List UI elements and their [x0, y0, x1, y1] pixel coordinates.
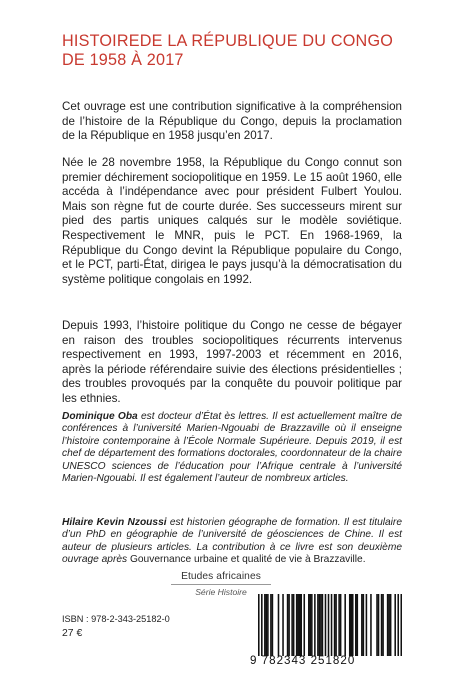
barcode-bar	[296, 594, 298, 656]
barcode-bar	[319, 594, 321, 656]
series-name: Etudes africaines	[171, 571, 271, 585]
barcode-bar	[278, 594, 280, 656]
barcode-bar	[352, 594, 354, 656]
barcode-bar	[357, 594, 359, 656]
barcode-bar	[340, 594, 342, 656]
barcode-bar	[266, 594, 268, 656]
author-bio-1-text: est docteur d’État ès lettres. Il est actuellement maître de conférences à l’université Marien-Ngouabi de Brazzaville où il enseigne l’histoire contemporaine à l’École Normale Supérieure. Depuis 2019, il est chef de département des formations doctorales, coordonnateur de la chaire UNESCO sciences de l’éducation pour l’Afrique centrale à l’université Marien-Ngouabi. Il est également l’auteur de nombreux articles.	[62, 411, 402, 485]
barcode-bar	[355, 594, 357, 656]
barcode-bar	[293, 594, 295, 656]
barcode-bar	[370, 594, 372, 656]
series-subtitle: Série Histoire	[195, 587, 247, 597]
barcode-bar	[388, 594, 390, 656]
barcode-icon	[258, 594, 402, 656]
barcode-bar	[349, 594, 351, 656]
series-logo	[166, 566, 276, 597]
barcode-bar	[361, 594, 363, 656]
barcode-bar	[394, 594, 396, 656]
isbn: ISBN : 978-2-343-25182-0	[62, 614, 170, 624]
barcode-bar	[303, 594, 305, 656]
barcode-bar	[308, 594, 310, 656]
barcode-bar	[264, 594, 266, 656]
barcode-digits: 9 782343 251820	[250, 654, 356, 667]
barcode-bar	[334, 594, 336, 656]
summary-paragraph-2: Née le 28 novembre 1958, la République du Congo connut son premier déchirement sociopolitique en 1959. Le 15 août 1960, elle accéda à l’indépendance avec pour président Fulbert Youlou. Mais son règne fut de courte durée. Ses successeurs mirent sur pied des partis uniques calqués sur le modèle soviétique. Respectivement le MNR, puis le PCT. En 1968-1969, la République du Congo devint la République populaire du Congo, et le PCT, parti-État, dirigea le pays jusqu’à la démocratisation du système politique congolais en 1992.	[62, 156, 402, 286]
barcode-bar	[311, 594, 313, 656]
barcode-bar	[382, 594, 384, 656]
barcode-bar	[400, 594, 402, 656]
author-bio-2	[62, 517, 402, 567]
book-title-line-2: DE 1958 À 2017	[62, 51, 184, 69]
book-title	[62, 32, 402, 70]
barcode-bar	[288, 594, 290, 656]
barcode-bar	[300, 594, 302, 656]
barcode-bar	[258, 594, 260, 656]
barcode-bar	[387, 594, 389, 656]
barcode-bar	[331, 594, 333, 656]
summary-paragraph-3: Depuis 1993, l’histoire politique du Congo ne cesse de bégayer en raison des troubles sociopolitiques récurrents intervenus respectivement en 1993, 1997-2003 et récemment en 2016, après la période référendaire suivie des élections présidentielles ; des troubles provoqués par la conquête du pouvoir politique par les ethnies.	[62, 319, 402, 405]
barcode-bar	[325, 594, 327, 656]
barcode-bar	[270, 594, 272, 656]
barcode-bar	[299, 594, 301, 656]
barcode-bar	[317, 594, 319, 656]
barcode-bar	[287, 594, 289, 656]
barcode-bar	[397, 594, 399, 656]
barcode-bar	[310, 594, 312, 656]
price: 27 €	[62, 628, 83, 639]
barcode-bar	[366, 594, 368, 656]
author-bio-1	[62, 411, 402, 485]
author-bio-2-text: est historien géographe de formation. Il est titulaire d’un PhD en géographie de l’université de géosciences de Chine. Il est auteur de plusieurs articles. La contribution à ce livre est son deuxième ouvrage après	[62, 517, 402, 566]
barcode-bar	[381, 594, 383, 656]
barcode-bar	[344, 594, 346, 656]
barcode-bar	[338, 594, 340, 656]
barcode-bar	[314, 594, 316, 656]
barcode-bar	[267, 594, 269, 656]
barcode-bar	[335, 594, 337, 656]
summary-paragraph-1: Cet ouvrage est une contribution significative à la compréhension de l’histoire de la République du Congo, depuis la proclamation de la République en 1958 jusqu’en 2017.	[62, 100, 402, 143]
barcode-bar	[322, 594, 324, 656]
barcode-bar	[272, 594, 274, 656]
barcode-bar	[376, 594, 378, 656]
cited-book-title: Gouvernance urbaine et qualité de vie à Brazzaville.	[129, 554, 366, 566]
barcode-bar	[297, 594, 299, 656]
book-title-line-1: HISTOIREDE LA RÉPUBLIQUE DU CONGO	[62, 32, 394, 50]
barcode-bar	[261, 594, 263, 656]
barcode-bar	[363, 594, 365, 656]
barcode-bar	[328, 594, 330, 656]
barcode-bar	[320, 594, 322, 656]
barcode-bar	[350, 594, 352, 656]
barcode-bar	[291, 594, 293, 656]
barcode-bar	[390, 594, 392, 656]
author-name-1: Dominique Oba	[62, 411, 138, 422]
author-name-2: Hilaire Kevin Nzoussi	[62, 517, 167, 528]
barcode-bar	[282, 594, 284, 656]
barcode-bar	[378, 594, 380, 656]
